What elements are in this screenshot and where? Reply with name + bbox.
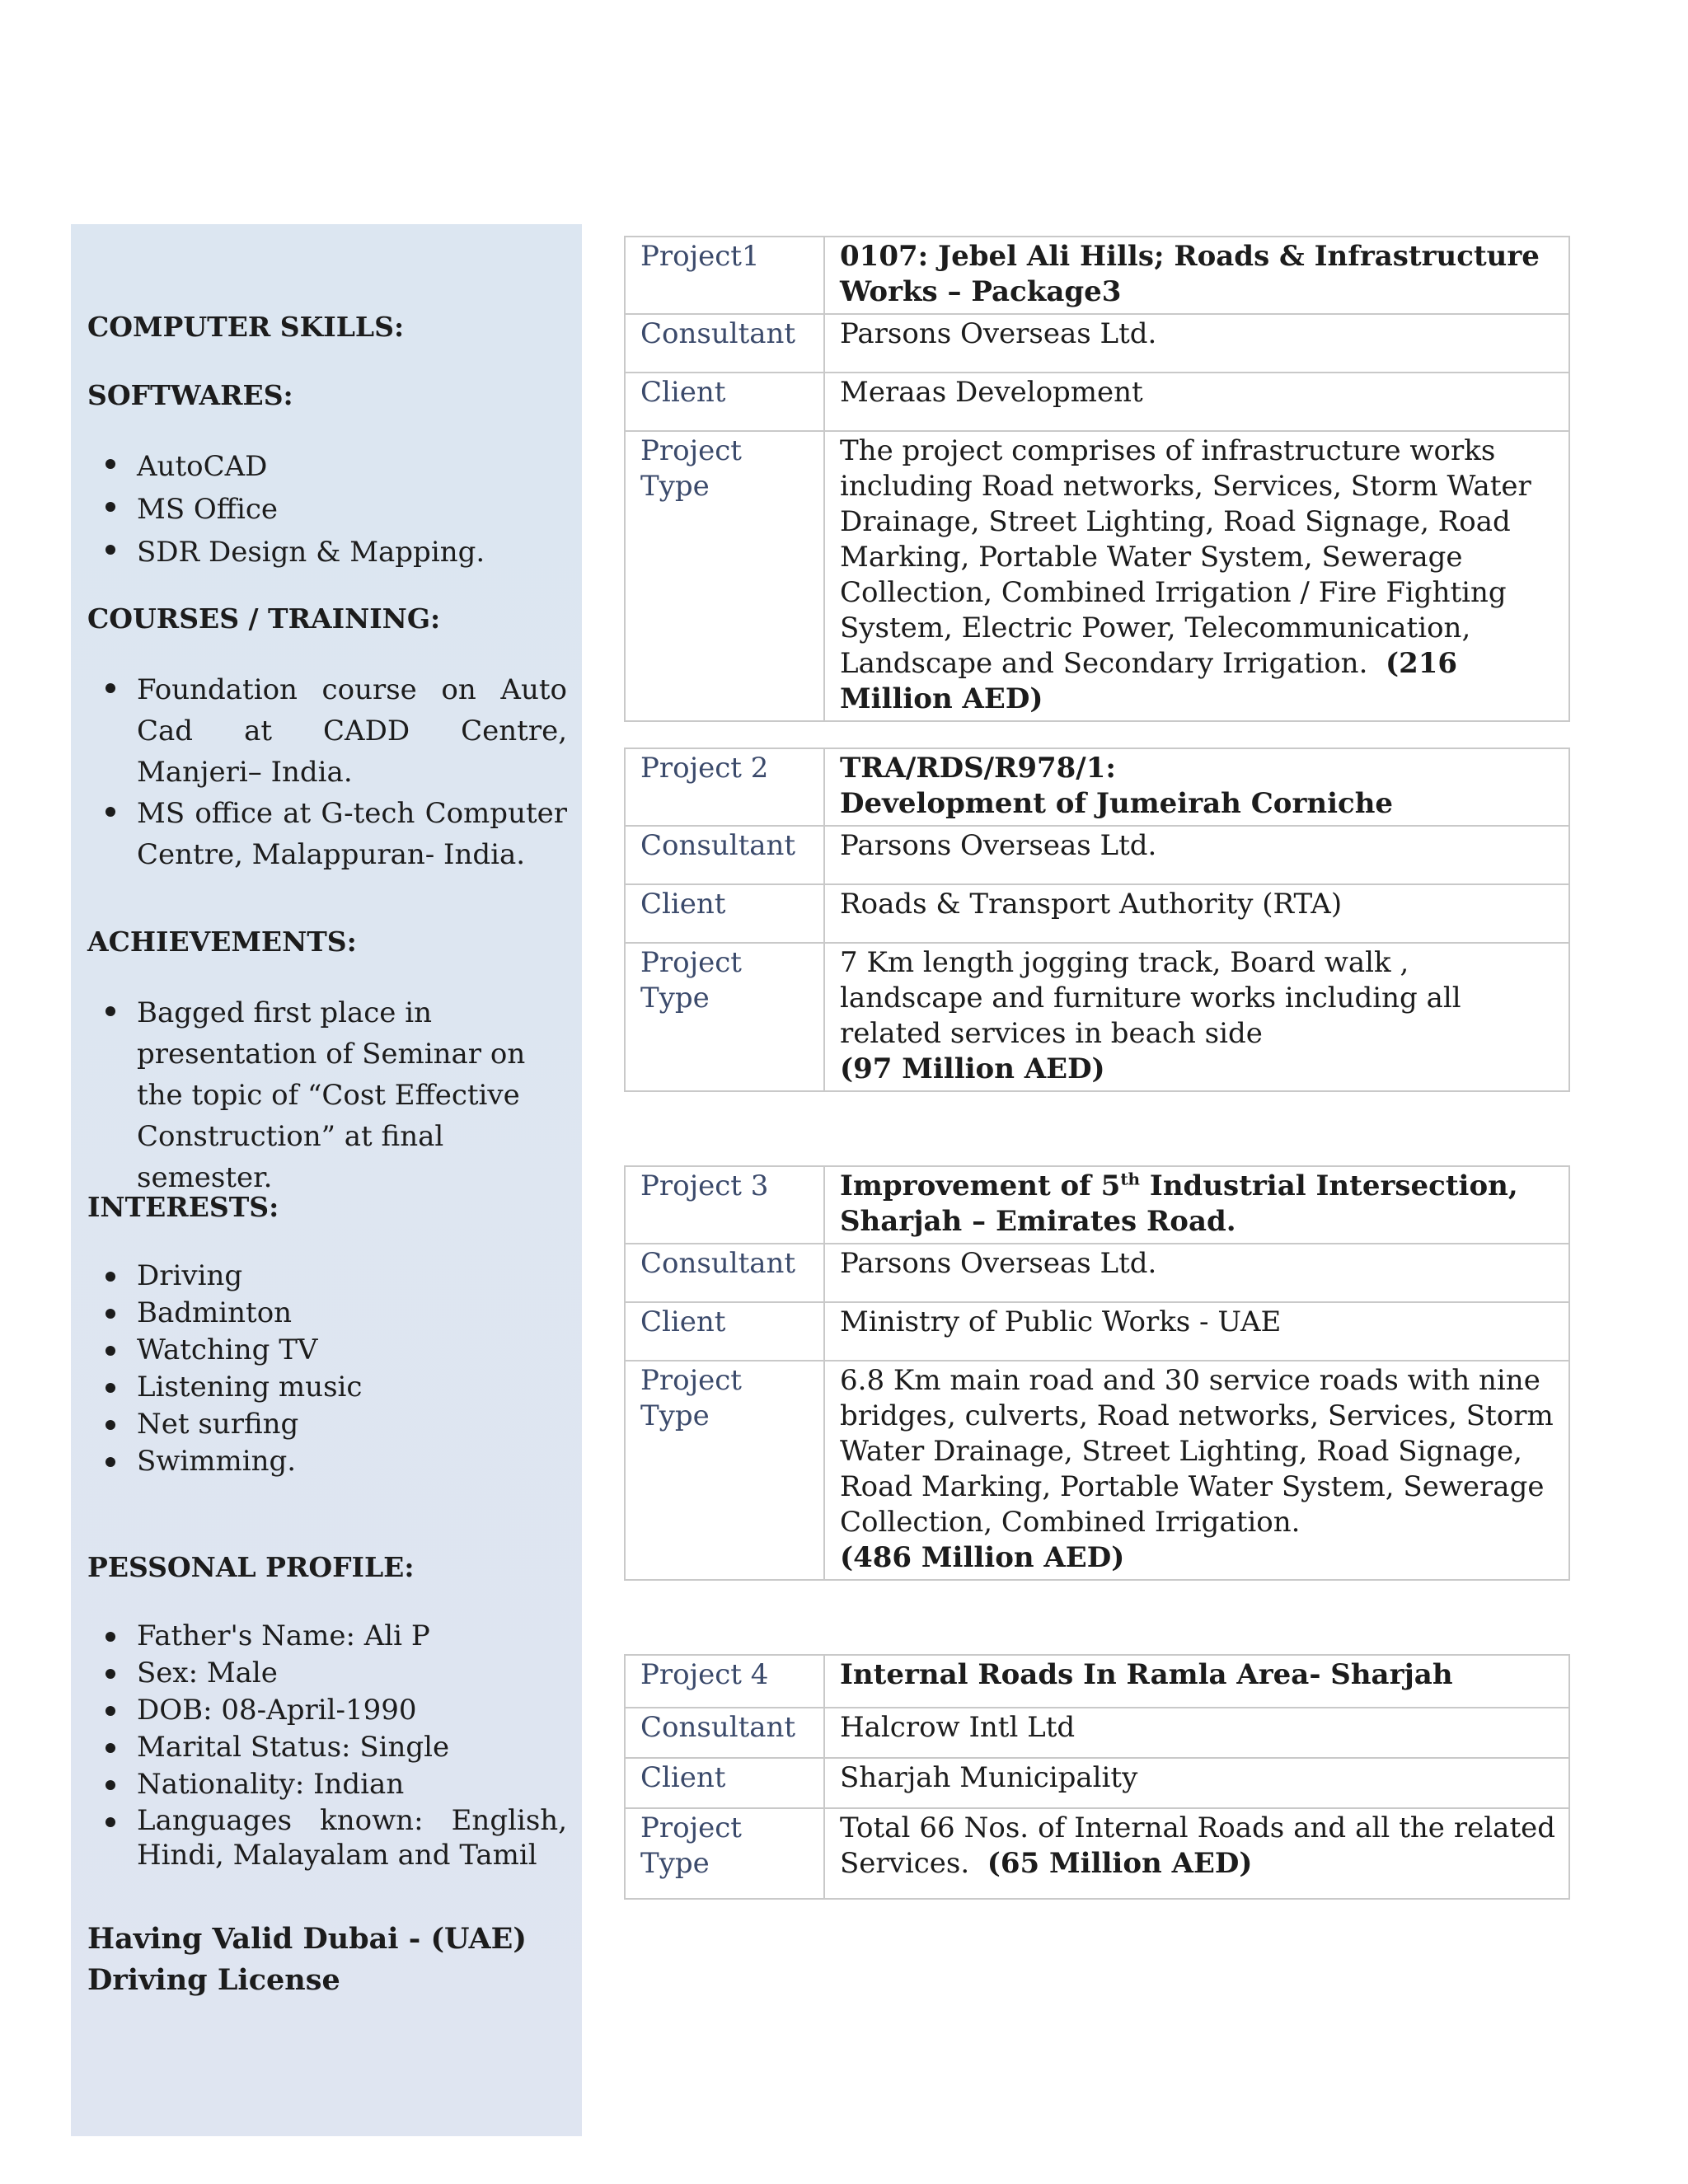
table-row (625, 1302, 1569, 1361)
project-value: (486 Million AED) (840, 1541, 1125, 1574)
table-row (625, 1808, 1569, 1899)
consultant-value: Parsons Overseas Ltd. (824, 1244, 1569, 1302)
consultant-label: Consultant (625, 314, 824, 373)
client-value: Sharjah Municipality (824, 1758, 1569, 1808)
table-row (625, 1708, 1569, 1758)
table-row (625, 943, 1569, 1091)
sidebar-panel (71, 224, 582, 2136)
list-item: Driving (87, 1258, 567, 1295)
achievements-list (87, 992, 567, 1198)
courses-list (87, 669, 567, 875)
project-label: Project 3 (625, 1166, 824, 1244)
computer-skills-heading: COMPUTER SKILLS: (87, 311, 405, 343)
project-type-label: Project Type (625, 943, 824, 1091)
project-type-value: The project comprises of infrastructure works including Road networks, Services, Storm Water Drainage, Street Lighting, Road Signage, Road Marking, Portable Water System, Sewerage Collection, Combined Irrigation / Fire Fighting System, Electric Power, Telecommunication, Landscape and Secondary Irrigation. (216 Million AED) (824, 431, 1569, 721)
list-item: Languages known: English, Hindi, Malayalam and Tamil (87, 1803, 567, 1872)
project-value: (97 Million AED) (840, 1052, 1105, 1085)
project-type-label: Project Type (625, 1361, 824, 1580)
table-row (625, 1655, 1569, 1708)
driving-license-note: Having Valid Dubai - (UAE) Driving License (87, 1922, 527, 1997)
table-row (625, 237, 1569, 314)
list-item: MS Office (87, 488, 567, 531)
project-type-label: Project Type (625, 431, 824, 721)
table-row (625, 826, 1569, 884)
consultant-value: Parsons Overseas Ltd. (824, 314, 1569, 373)
list-item: Foundation course on Auto Cad at CADD Centre, Manjeri– India. (87, 669, 567, 793)
softwares-list (87, 445, 567, 574)
table-row (625, 1758, 1569, 1808)
project-table-1 (624, 236, 1570, 722)
table-row (625, 1166, 1569, 1244)
project-table-3 (624, 1165, 1570, 1581)
courses-heading: COURSES / TRAINING: (87, 602, 441, 635)
list-item: SDR Design & Mapping. (87, 531, 567, 574)
client-value: Meraas Development (824, 373, 1569, 431)
list-item: Nationality: Indian (87, 1766, 567, 1803)
table-row (625, 884, 1569, 943)
table-row (625, 1244, 1569, 1302)
client-value: Ministry of Public Works - UAE (824, 1302, 1569, 1361)
list-item: Marital Status: Single (87, 1729, 567, 1766)
list-item: Watching TV (87, 1332, 567, 1369)
list-item: Bagged first place in presentation of Seminar on the topic of “Cost Effective Construction” at final semester. (87, 992, 567, 1198)
consultant-label: Consultant (625, 1708, 824, 1758)
list-item: Listening music (87, 1369, 567, 1406)
list-item: MS office at G-tech Computer Centre, Malappuran- India. (87, 793, 567, 875)
project-type-value: 7 Km length jogging track, Board walk , landscape and furniture works including all related services in beach side (97 Million AED) (824, 943, 1569, 1091)
client-label: Client (625, 884, 824, 943)
table-row (625, 431, 1569, 721)
list-item: Swimming. (87, 1443, 567, 1480)
table-row (625, 748, 1569, 826)
consultant-value: Parsons Overseas Ltd. (824, 826, 1569, 884)
list-item: AutoCAD (87, 445, 567, 488)
list-item: Badminton (87, 1295, 567, 1332)
list-item: DOB: 08-April-1990 (87, 1692, 567, 1729)
consultant-label: Consultant (625, 1244, 824, 1302)
client-label: Client (625, 373, 824, 431)
project-type-label: Project Type (625, 1808, 824, 1899)
project-value: (65 Million AED) (987, 1847, 1253, 1880)
achievements-heading: ACHIEVEMENTS: (87, 926, 357, 958)
project-title: TRA/RDS/R978/1: Development of Jumeirah Corniche (824, 748, 1569, 826)
project-label: Project 2 (625, 748, 824, 826)
table-row (625, 314, 1569, 373)
consultant-value: Halcrow Intl Ltd (824, 1708, 1569, 1758)
interests-heading: INTERESTS: (87, 1191, 279, 1223)
project-title: 0107: Jebel Ali Hills; Roads & Infrastructure Works – Package3 (824, 237, 1569, 314)
project-label: Project 4 (625, 1655, 824, 1708)
client-value: Roads & Transport Authority (RTA) (824, 884, 1569, 943)
softwares-heading: SOFTWARES: (87, 379, 293, 411)
personal-profile-heading: PESSONAL PROFILE: (87, 1551, 415, 1583)
project-type-value: 6.8 Km main road and 30 service roads with nine bridges, culverts, Road networks, Services, Storm Water Drainage, Street Lighting, Road Signage, Road Marking, Portable Water System, Sewerage Collection, Combined Irrigation. (486 Million AED) (824, 1361, 1569, 1580)
project-title: Internal Roads In Ramla Area- Sharjah (824, 1655, 1569, 1708)
project-value: (216 Million AED) (840, 647, 1458, 715)
interests-list (87, 1258, 567, 1480)
project-label: Project1 (625, 237, 824, 314)
personal-profile-list (87, 1618, 567, 1872)
project-table-4 (624, 1654, 1570, 1900)
table-row (625, 1361, 1569, 1580)
project-table-2 (624, 748, 1570, 1092)
project-title: Improvement of 5th Industrial Intersection, Sharjah – Emirates Road. (824, 1166, 1569, 1244)
table-row (625, 373, 1569, 431)
project-type-value: Total 66 Nos. of Internal Roads and all the related Services. (65 Million AED) (824, 1808, 1569, 1899)
consultant-label: Consultant (625, 826, 824, 884)
client-label: Client (625, 1758, 824, 1808)
list-item: Sex: Male (87, 1655, 567, 1692)
list-item: Father's Name: Ali P (87, 1618, 567, 1655)
client-label: Client (625, 1302, 824, 1361)
list-item: Net surfing (87, 1406, 567, 1443)
